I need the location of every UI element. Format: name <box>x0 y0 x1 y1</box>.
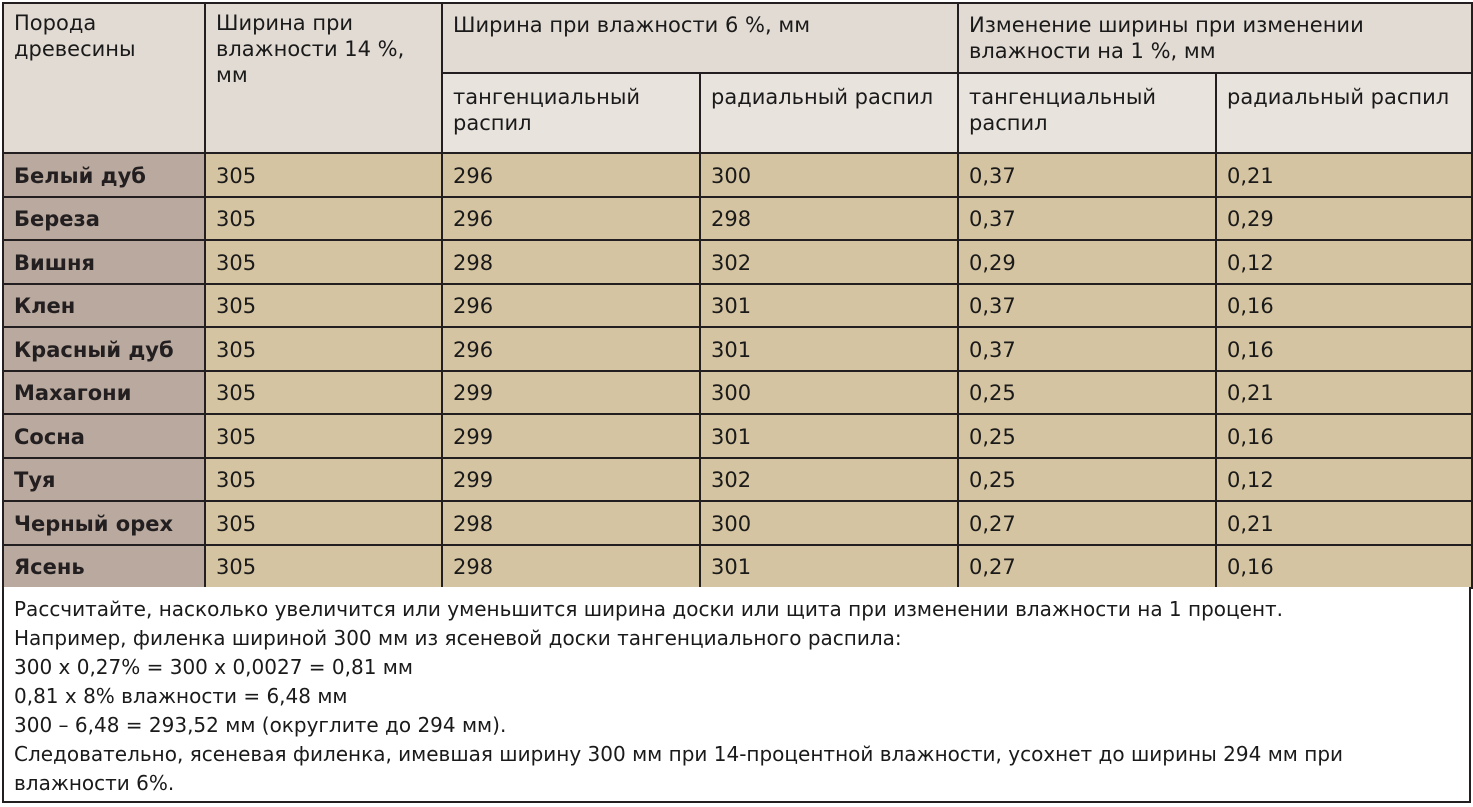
change-tangential-cell: 0,25 <box>958 414 1216 458</box>
change-tangential-cell: 0,37 <box>958 284 1216 328</box>
table-row <box>3 545 1472 589</box>
table-row <box>3 458 1472 502</box>
change-radial-cell: 0,16 <box>1216 284 1472 328</box>
width6-tangential-cell: 296 <box>442 153 700 197</box>
change-radial-cell: 0,16 <box>1216 414 1472 458</box>
width-14-cell: 305 <box>205 197 442 241</box>
change-radial-cell: 0,16 <box>1216 545 1472 589</box>
width6-radial-cell: 300 <box>700 371 958 415</box>
table-body <box>3 153 1472 588</box>
header-change-radial: радиальный распил <box>1216 73 1472 153</box>
width6-tangential-cell: 299 <box>442 414 700 458</box>
width-14-cell: 305 <box>205 371 442 415</box>
header-species: Порода древесины <box>3 3 205 153</box>
change-tangential-cell: 0,27 <box>958 501 1216 545</box>
change-radial-cell: 0,21 <box>1216 153 1472 197</box>
header-change-tangential: тангенциальный распил <box>958 73 1216 153</box>
header-change-per-percent: Изменение ширины при изменении влажности на 1 %, мм <box>958 3 1472 73</box>
width6-radial-cell: 300 <box>700 153 958 197</box>
species-cell: Клен <box>3 284 205 328</box>
table-row <box>3 284 1472 328</box>
width6-tangential-cell: 296 <box>442 327 700 371</box>
wood-shrinkage-table <box>2 2 1473 589</box>
table-row <box>3 327 1472 371</box>
species-cell: Сосна <box>3 414 205 458</box>
change-tangential-cell: 0,29 <box>958 240 1216 284</box>
width6-radial-cell: 302 <box>700 240 958 284</box>
change-radial-cell: 0,29 <box>1216 197 1472 241</box>
width6-radial-cell: 300 <box>700 501 958 545</box>
width6-radial-cell: 301 <box>700 545 958 589</box>
change-radial-cell: 0,21 <box>1216 501 1472 545</box>
table-row <box>3 371 1472 415</box>
width6-tangential-cell: 299 <box>442 371 700 415</box>
width6-radial-cell: 301 <box>700 414 958 458</box>
change-radial-cell: 0,12 <box>1216 458 1472 502</box>
width-14-cell: 305 <box>205 327 442 371</box>
width6-tangential-cell: 296 <box>442 197 700 241</box>
species-cell: Махагони <box>3 371 205 415</box>
species-cell: Черный орех <box>3 501 205 545</box>
width6-tangential-cell: 298 <box>442 545 700 589</box>
species-cell: Туя <box>3 458 205 502</box>
table-row <box>3 197 1472 241</box>
header-width6-tangential: тангенциальный распил <box>442 73 700 153</box>
table-row <box>3 414 1472 458</box>
width6-tangential-cell: 298 <box>442 501 700 545</box>
width6-tangential-cell: 299 <box>442 458 700 502</box>
species-cell: Вишня <box>3 240 205 284</box>
species-cell: Белый дуб <box>3 153 205 197</box>
change-tangential-cell: 0,25 <box>958 458 1216 502</box>
width-14-cell: 305 <box>205 458 442 502</box>
species-cell: Береза <box>3 197 205 241</box>
note-line: 0,81 х 8% влажности = 6,48 мм <box>14 684 348 708</box>
species-cell: Красный дуб <box>3 327 205 371</box>
shrinkage-document <box>2 2 1471 803</box>
calculation-note <box>2 587 1471 803</box>
change-tangential-cell: 0,37 <box>958 153 1216 197</box>
width-14-cell: 305 <box>205 153 442 197</box>
header-width-6: Ширина при влажности 6 %, мм <box>442 3 958 73</box>
table-row <box>3 501 1472 545</box>
width-14-cell: 305 <box>205 501 442 545</box>
species-cell: Ясень <box>3 545 205 589</box>
change-radial-cell: 0,21 <box>1216 371 1472 415</box>
change-radial-cell: 0,12 <box>1216 240 1472 284</box>
note-line: 300 – 6,48 = 293,52 мм (округлите до 294 мм). <box>14 713 507 737</box>
header-width6-radial: радиальный распил <box>700 73 958 153</box>
width-14-cell: 305 <box>205 284 442 328</box>
width6-tangential-cell: 296 <box>442 284 700 328</box>
change-radial-cell: 0,16 <box>1216 327 1472 371</box>
change-tangential-cell: 0,27 <box>958 545 1216 589</box>
change-tangential-cell: 0,25 <box>958 371 1216 415</box>
width-14-cell: 305 <box>205 240 442 284</box>
note-line: 300 х 0,27% = 300 х 0,0027 = 0,81 мм <box>14 655 413 679</box>
width6-radial-cell: 302 <box>700 458 958 502</box>
width6-radial-cell: 301 <box>700 284 958 328</box>
note-line: Например, филенка шириной 300 мм из ясеневой доски тангенциального распила: <box>14 626 902 650</box>
table-row <box>3 240 1472 284</box>
width6-radial-cell: 301 <box>700 327 958 371</box>
note-line: Следовательно, ясеневая филенка, имевшая ширину 300 мм при 14-процентной влажности, усохнет до ширины 294 мм при влажности 6%. <box>14 742 1350 795</box>
note-line: Рассчитайте, насколько увеличится или уменьшится ширина доски или щита при изменении влажности на 1 процент. <box>14 597 1284 621</box>
change-tangential-cell: 0,37 <box>958 327 1216 371</box>
width6-radial-cell: 298 <box>700 197 958 241</box>
header-width-14: Ширина при влажности 14 %, мм <box>205 3 442 153</box>
width-14-cell: 305 <box>205 414 442 458</box>
change-tangential-cell: 0,37 <box>958 197 1216 241</box>
table-row <box>3 153 1472 197</box>
width-14-cell: 305 <box>205 545 442 589</box>
width6-tangential-cell: 298 <box>442 240 700 284</box>
